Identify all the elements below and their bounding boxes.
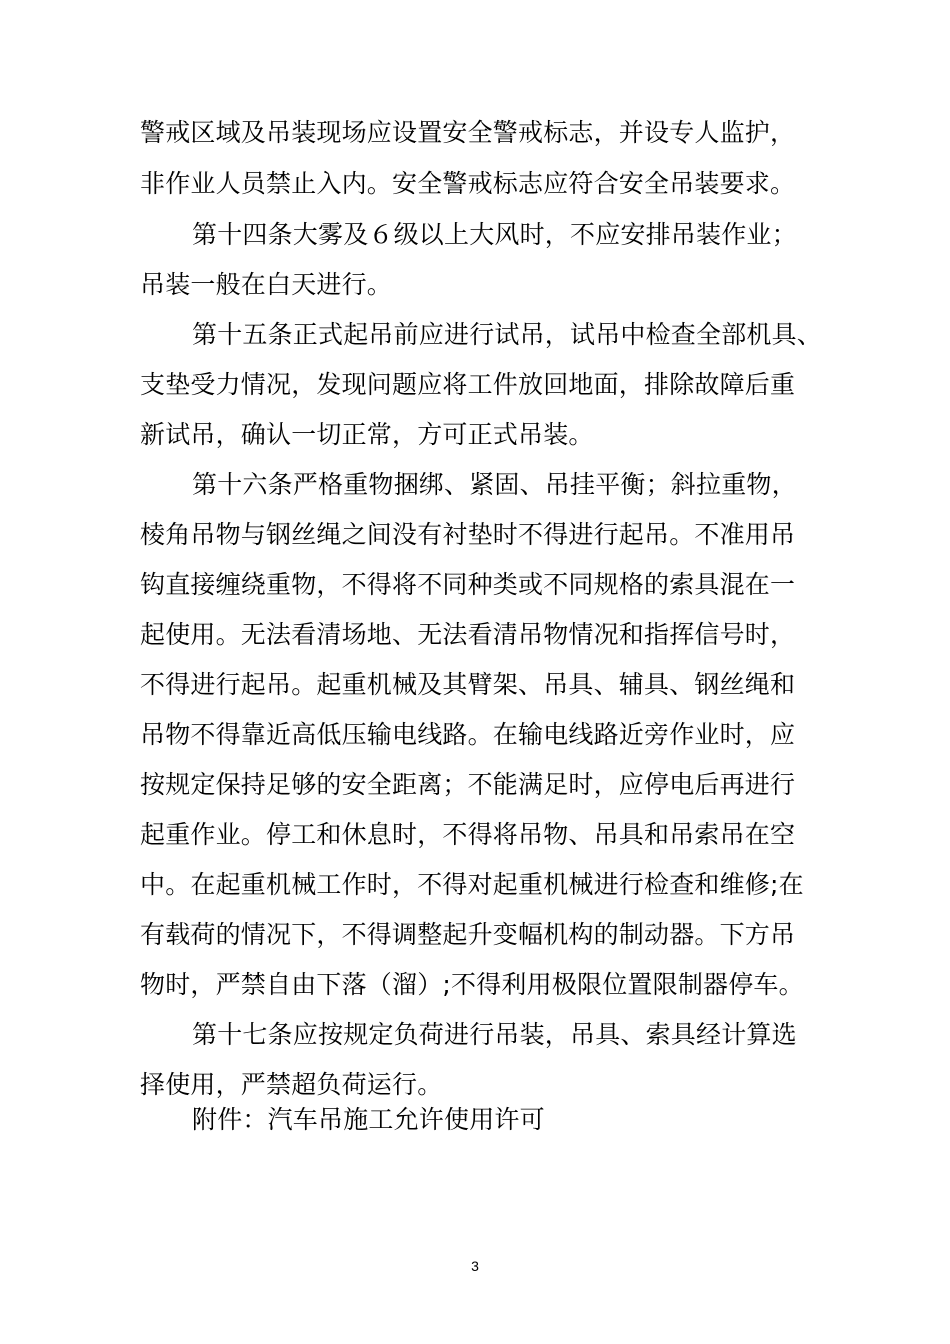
body-text-line: 择使用，严禁超负荷运行。 bbox=[140, 1070, 443, 1099]
body-text-line: 按规定保持足够的安全距离；不能满足时，应停电后再进行 bbox=[140, 770, 796, 799]
body-text-line: 不得进行起吊。起重机械及其臂架、吊具、辅具、钢丝绳和 bbox=[140, 670, 796, 699]
body-text-line: 中。在起重机械工作时，不得对起重机械进行检查和维修;在 bbox=[140, 870, 804, 899]
body-text-line: 吊物不得靠近高低压输电线路。在输电线路近旁作业时，应 bbox=[140, 720, 796, 749]
body-text-line: 物时，严禁自由下落（溜）;不得利用极限位置限制器停车。 bbox=[140, 970, 804, 999]
body-text-line: 有载荷的情况下，不得调整起升变幅机构的制动器。下方吊 bbox=[140, 920, 796, 949]
body-text-line: 吊装一般在白天进行。 bbox=[140, 270, 393, 299]
body-text-line: 起使用。无法看清场地、无法看清吊物情况和指挥信号时， bbox=[140, 620, 796, 649]
body-text-line: 棱角吊物与钢丝绳之间没有衬垫时不得进行起吊。不准用吊 bbox=[140, 520, 796, 549]
article-16-start: 第十六条严格重物捆绑、紧固、吊挂平衡；斜拉重物， bbox=[192, 470, 797, 499]
body-text-line: 钩直接缠绕重物，不得将不同种类或不同规格的索具混在一 bbox=[140, 570, 796, 599]
article-14-start: 第十四条大雾及６级以上大风时，不应安排吊装作业； bbox=[192, 220, 797, 249]
body-text-line: 新试吊，确认一切正常，方可正式吊装。 bbox=[140, 420, 594, 449]
article-15-start: 第十五条正式起吊前应进行试吊，试吊中检查全部机具、 bbox=[192, 320, 823, 349]
page-number: 3 bbox=[471, 1258, 479, 1274]
article-17-start: 第十七条应按规定负荷进行吊装，吊具、索具经计算选 bbox=[192, 1020, 797, 1049]
body-text-line: 警戒区域及吊装现场应设置安全警戒标志，并设专人监护， bbox=[140, 118, 796, 147]
body-text-line: 支垫受力情况，发现问题应将工件放回地面，排除故障后重 bbox=[140, 370, 796, 399]
attachment-line: 附件：汽车吊施工允许使用许可 bbox=[192, 1105, 545, 1134]
body-text-line: 起重作业。停工和休息时，不得将吊物、吊具和吊索吊在空 bbox=[140, 820, 796, 849]
body-text-line: 非作业人员禁止入内。安全警戒标志应符合安全吊装要求。 bbox=[140, 169, 796, 198]
